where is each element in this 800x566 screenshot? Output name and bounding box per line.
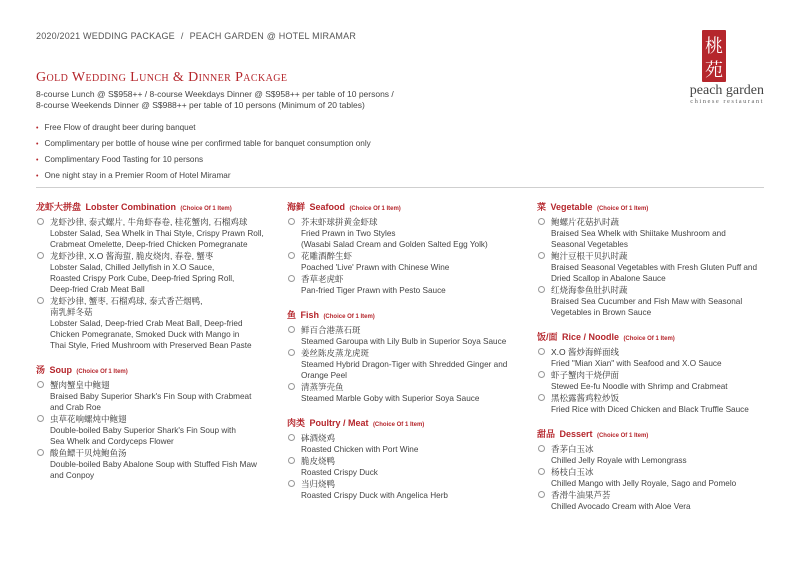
dish-zh: 芥末虾球拼黄金虾球 bbox=[301, 217, 378, 227]
menu-item[interactable] bbox=[537, 347, 777, 369]
dish-en: Deep-fried Crab Meat Ball bbox=[50, 285, 145, 294]
dish-en: Orange Peel bbox=[301, 371, 347, 380]
radio-circle-icon[interactable] bbox=[288, 480, 295, 487]
radio-circle-icon[interactable] bbox=[288, 434, 295, 441]
menu-item[interactable] bbox=[287, 325, 517, 347]
category-choice: (Choice Of 1 Item) bbox=[623, 336, 675, 342]
dish-en: Chilled Jelly Royale with Lemongrass bbox=[551, 456, 687, 465]
category-zh: 汤 bbox=[36, 365, 46, 375]
dish-zh: 脆皮烧鸭 bbox=[301, 456, 336, 466]
radio-circle-icon[interactable] bbox=[538, 286, 545, 293]
dish-en: Poached 'Live' Prawn with Chinese Wine bbox=[301, 263, 450, 272]
dish-zh: 南乳鲜冬菇 bbox=[50, 307, 93, 317]
category-zh: 海鲜 bbox=[287, 202, 306, 212]
dish-en: Chicken Pomegranate, Smoked Duck with Mango in bbox=[50, 330, 240, 339]
dish-en: Vegetables in Brown Sauce bbox=[551, 308, 652, 317]
dish-en: Chilled Mango with Jelly Royale, Sago and Pomelo bbox=[551, 479, 737, 488]
menu-item[interactable] bbox=[287, 382, 517, 404]
menu-item[interactable] bbox=[287, 433, 517, 455]
header-separator: / bbox=[180, 31, 184, 41]
dish-en: Lobster Salad, Deep-fried Crab Meat Ball, Deep-fried bbox=[50, 319, 243, 328]
dish-en: Steamed Marble Goby with Superior Soya Sauce bbox=[301, 394, 480, 403]
pricing-line-1: 8-course Lunch @ S$958++ / 8-course Weekdays Dinner @ S$958++ per table of 10 persons / bbox=[36, 89, 394, 99]
dish-zh: 香草老虎虾 bbox=[301, 274, 344, 284]
radio-circle-icon[interactable] bbox=[538, 468, 545, 475]
dish-en: and Conpoy bbox=[50, 471, 95, 480]
menu-item[interactable] bbox=[36, 251, 276, 295]
dish-en: Lobster Salad, Chilled Jellyfish in X.O Sauce, bbox=[50, 263, 215, 272]
menu-category-heading bbox=[537, 197, 777, 215]
menu-column-1 bbox=[36, 197, 276, 482]
category-zh: 龙虾大拼盘 bbox=[36, 202, 82, 212]
category-choice: (Choice Of 1 Item) bbox=[596, 206, 649, 212]
category-zh: 甜品 bbox=[537, 429, 556, 439]
radio-circle-icon[interactable] bbox=[538, 252, 545, 259]
category-zh: 鱼 bbox=[287, 310, 297, 320]
section-divider bbox=[36, 187, 764, 188]
category-en: Seafood bbox=[309, 202, 345, 212]
dish-en: Braised Sea Cucumber and Fish Maw with Seasonal bbox=[551, 297, 743, 306]
dish-zh: X.O 酱炒海鲜面线 bbox=[551, 347, 620, 357]
menu-item[interactable] bbox=[36, 414, 276, 447]
dish-zh: 龙虾沙律, X.O 酱海蜇, 脆皮烧肉, 春卷, 蟹枣 bbox=[50, 251, 214, 261]
dish-en: Braised Seasonal Vegetables with Fresh Gluten Puff and bbox=[551, 263, 758, 272]
page-header bbox=[36, 31, 356, 41]
menu-category-heading bbox=[537, 424, 777, 442]
radio-circle-icon[interactable] bbox=[288, 252, 295, 259]
category-en: Lobster Combination bbox=[85, 202, 176, 212]
dish-en: Roasted Crispy Duck bbox=[301, 468, 378, 477]
dish-en: Fried "Mian Xian" with Seafood and X.O Sauce bbox=[551, 359, 722, 368]
radio-circle-icon[interactable] bbox=[538, 371, 545, 378]
category-zh: 饭/面 bbox=[537, 332, 558, 342]
dish-en: Dried Scallop in Abalone Sauce bbox=[551, 274, 666, 283]
category-choice: (Choice Of 1 Item) bbox=[76, 369, 128, 375]
radio-circle-icon[interactable] bbox=[538, 491, 545, 498]
header-venue: PEACH GARDEN @ HOTEL MIRAMAR bbox=[189, 31, 357, 41]
radio-circle-icon[interactable] bbox=[288, 326, 295, 333]
dish-en: (Wasabi Salad Cream and Golden Salted Egg Yolk) bbox=[301, 240, 488, 249]
dish-zh: 黑松露酱鸡粒炒饭 bbox=[551, 393, 620, 403]
dish-en: Chilled Avocado Cream with Aloe Vera bbox=[551, 502, 691, 511]
pricing-line-2: 8-course Weekends Dinner @ S$988++ per table of 10 persons (Minimum of 20 tables) bbox=[36, 100, 365, 110]
category-en: Vegetable bbox=[550, 202, 593, 212]
menu-item[interactable] bbox=[537, 370, 777, 392]
radio-circle-icon[interactable] bbox=[288, 349, 295, 356]
radio-circle-icon[interactable] bbox=[37, 297, 44, 304]
radio-circle-icon[interactable] bbox=[538, 445, 545, 452]
menu-item[interactable] bbox=[537, 217, 777, 250]
radio-circle-icon[interactable] bbox=[288, 383, 295, 390]
dish-en: Seasonal Vegetables bbox=[551, 240, 628, 249]
category-en: Rice / Noodle bbox=[561, 332, 619, 342]
perk-item: • One night stay in a Premier Room of Hotel Miramar bbox=[36, 168, 371, 184]
dish-zh: 砵酒烧鸡 bbox=[301, 433, 336, 443]
dish-en: Lobster Salad, Sea Whelk in Thai Style, Crispy Prawn Roll, bbox=[50, 229, 264, 238]
radio-circle-icon[interactable] bbox=[37, 415, 44, 422]
menu-item[interactable] bbox=[287, 217, 517, 250]
dish-en: Thai Style, Fried Mushroom with Preserved Bean Paste bbox=[50, 341, 252, 350]
category-zh: 菜 bbox=[537, 202, 547, 212]
dish-zh: 鲍螺片花菇扒时蔬 bbox=[551, 217, 620, 227]
dish-zh: 虫草花响螺炖中鲍翅 bbox=[50, 414, 127, 424]
menu-item[interactable] bbox=[537, 467, 777, 489]
menu-item[interactable] bbox=[537, 490, 777, 512]
menu-item[interactable] bbox=[287, 251, 517, 273]
page-title: Gold Wedding Lunch & Dinner Package bbox=[36, 70, 288, 85]
radio-circle-icon[interactable] bbox=[288, 275, 295, 282]
dish-zh: 酸鱼鳔干贝炖鲍鱼汤 bbox=[50, 448, 127, 458]
dish-en: Double-boiled Baby Abalone Soup with Stuffed Fish Maw bbox=[50, 460, 257, 469]
menu-item[interactable] bbox=[36, 296, 276, 351]
category-en: Poultry / Meat bbox=[309, 418, 369, 428]
radio-circle-icon[interactable] bbox=[538, 394, 545, 401]
menu-item[interactable] bbox=[537, 251, 777, 284]
dish-zh: 龙虾沙律, 泰式螺片, 牛角虾春卷, 桂花蟹肉, 石榴鸡球 bbox=[50, 217, 248, 227]
menu-item[interactable] bbox=[287, 479, 517, 501]
dish-en: Double-boiled Baby Superior Shark's Fin Soup with bbox=[50, 426, 236, 435]
menu-item[interactable] bbox=[36, 380, 276, 413]
radio-circle-icon[interactable] bbox=[37, 449, 44, 456]
category-en: Fish bbox=[300, 310, 319, 320]
radio-circle-icon[interactable] bbox=[37, 218, 44, 225]
menu-category-heading bbox=[287, 197, 517, 215]
menu-category-heading bbox=[287, 413, 517, 431]
logo-char-1: 桃 bbox=[705, 36, 723, 57]
dish-en: Stewed Ee-fu Noodle with Shrimp and Crabmeat bbox=[551, 382, 728, 391]
dish-en: Crabmeat Omelette, Deep-fried Chicken Pomegranate bbox=[50, 240, 248, 249]
menu-item[interactable] bbox=[537, 393, 777, 415]
dish-en: Braised Sea Whelk with Shiitake Mushroom and bbox=[551, 229, 726, 238]
dish-zh: 香滑牛油果芦荟 bbox=[551, 490, 611, 500]
dish-en: Roasted Crispy Pork Cube, Deep-fried Spring Roll, bbox=[50, 274, 235, 283]
category-choice: (Choice Of 1 Item) bbox=[180, 206, 232, 212]
perk-item: • Free Flow of draught beer during banquet bbox=[36, 120, 371, 136]
dish-zh: 虾子蟹肉干烧伊面 bbox=[551, 370, 620, 380]
menu-item[interactable] bbox=[36, 448, 276, 481]
category-choice: (Choice Of 1 Item) bbox=[323, 314, 375, 320]
brand-tagline: chinese restaurant bbox=[690, 98, 764, 105]
menu-column-3 bbox=[537, 197, 777, 513]
perks-list bbox=[36, 120, 371, 184]
dish-en: Steamed Hybrid Dragon-Tiger with Shredded Ginger and bbox=[301, 360, 508, 369]
dish-en: Braised Baby Superior Shark's Fin Soup with Crabmeat bbox=[50, 392, 252, 401]
perk-item: • Complimentary per bottle of house wine per confirmed table for banquet consumption only bbox=[36, 136, 371, 152]
dish-en: Fried Prawn in Two Styles bbox=[301, 229, 396, 238]
category-choice: (Choice Of 1 Item) bbox=[349, 206, 401, 212]
menu-column-2 bbox=[287, 197, 517, 502]
brand-name: peach garden bbox=[689, 83, 764, 98]
menu-item[interactable] bbox=[287, 274, 517, 296]
dish-zh: 红烧海参鱼肚扒时蔬 bbox=[551, 285, 628, 295]
category-en: Soup bbox=[49, 365, 72, 375]
dish-zh: 香茅白玉冰 bbox=[551, 444, 594, 454]
peach-garden-logo-icon bbox=[700, 28, 728, 84]
category-en: Dessert bbox=[559, 429, 593, 439]
menu-category-heading bbox=[36, 197, 276, 215]
dish-zh: 龙虾沙律, 蟹枣, 石榴鸡球, 泰式香芒烟鸭, bbox=[50, 296, 203, 306]
menu-category-heading bbox=[36, 360, 276, 378]
dish-zh: 清蒸笋壳鱼 bbox=[301, 382, 344, 392]
dish-zh: 姜丝陈皮蒸龙虎斑 bbox=[301, 348, 370, 358]
dish-zh: 杨枝白玉冰 bbox=[551, 467, 594, 477]
logo-char-2: 苑 bbox=[705, 60, 723, 81]
category-choice: (Choice Of 1 Item) bbox=[596, 433, 649, 439]
category-zh: 肉类 bbox=[287, 418, 306, 428]
dish-en: Roasted Crispy Duck with Angelica Herb bbox=[301, 491, 448, 500]
dish-zh: 蟹肉蟹皇中鲍翅 bbox=[50, 380, 110, 390]
dish-zh: 鲜百合港蒸石斑 bbox=[301, 325, 361, 335]
menu-item[interactable] bbox=[537, 444, 777, 466]
dish-en: Sea Whelk and Cordyceps Flower bbox=[50, 437, 174, 446]
menu-category-heading bbox=[537, 327, 777, 345]
radio-circle-icon[interactable] bbox=[288, 457, 295, 464]
radio-circle-icon[interactable] bbox=[37, 252, 44, 259]
menu-item[interactable] bbox=[36, 217, 276, 250]
perk-item: • Complimentary Food Tasting for 10 persons bbox=[36, 152, 371, 168]
radio-circle-icon[interactable] bbox=[37, 381, 44, 388]
pricing-subtitle bbox=[36, 89, 394, 111]
menu-item[interactable] bbox=[537, 285, 777, 318]
dish-en: Fried Rice with Diced Chicken and Black Truffle Sauce bbox=[551, 405, 749, 414]
dish-en: Pan-fried Tiger Prawn with Pesto Sauce bbox=[301, 286, 446, 295]
dish-zh: 当归烧鸭 bbox=[301, 479, 336, 489]
radio-circle-icon[interactable] bbox=[538, 218, 545, 225]
category-choice: (Choice Of 1 Item) bbox=[372, 422, 425, 428]
dish-zh: 花雕酒醉生虾 bbox=[301, 251, 353, 261]
radio-circle-icon[interactable] bbox=[538, 348, 545, 355]
header-package: 2020/2021 WEDDING PACKAGE bbox=[36, 31, 175, 41]
menu-item[interactable] bbox=[287, 456, 517, 478]
dish-zh: 鲍汁豆根干贝扒时蔬 bbox=[551, 251, 628, 261]
dish-en: Roasted Chicken with Port Wine bbox=[301, 445, 419, 454]
dish-en: and Crab Roe bbox=[50, 403, 101, 412]
brand-block bbox=[690, 84, 764, 105]
menu-item[interactable] bbox=[287, 348, 517, 381]
menu-category-heading bbox=[287, 305, 517, 323]
radio-circle-icon[interactable] bbox=[288, 218, 295, 225]
dish-en: Steamed Garoupa with Lily Bulb in Superior Soya Sauce bbox=[301, 337, 507, 346]
